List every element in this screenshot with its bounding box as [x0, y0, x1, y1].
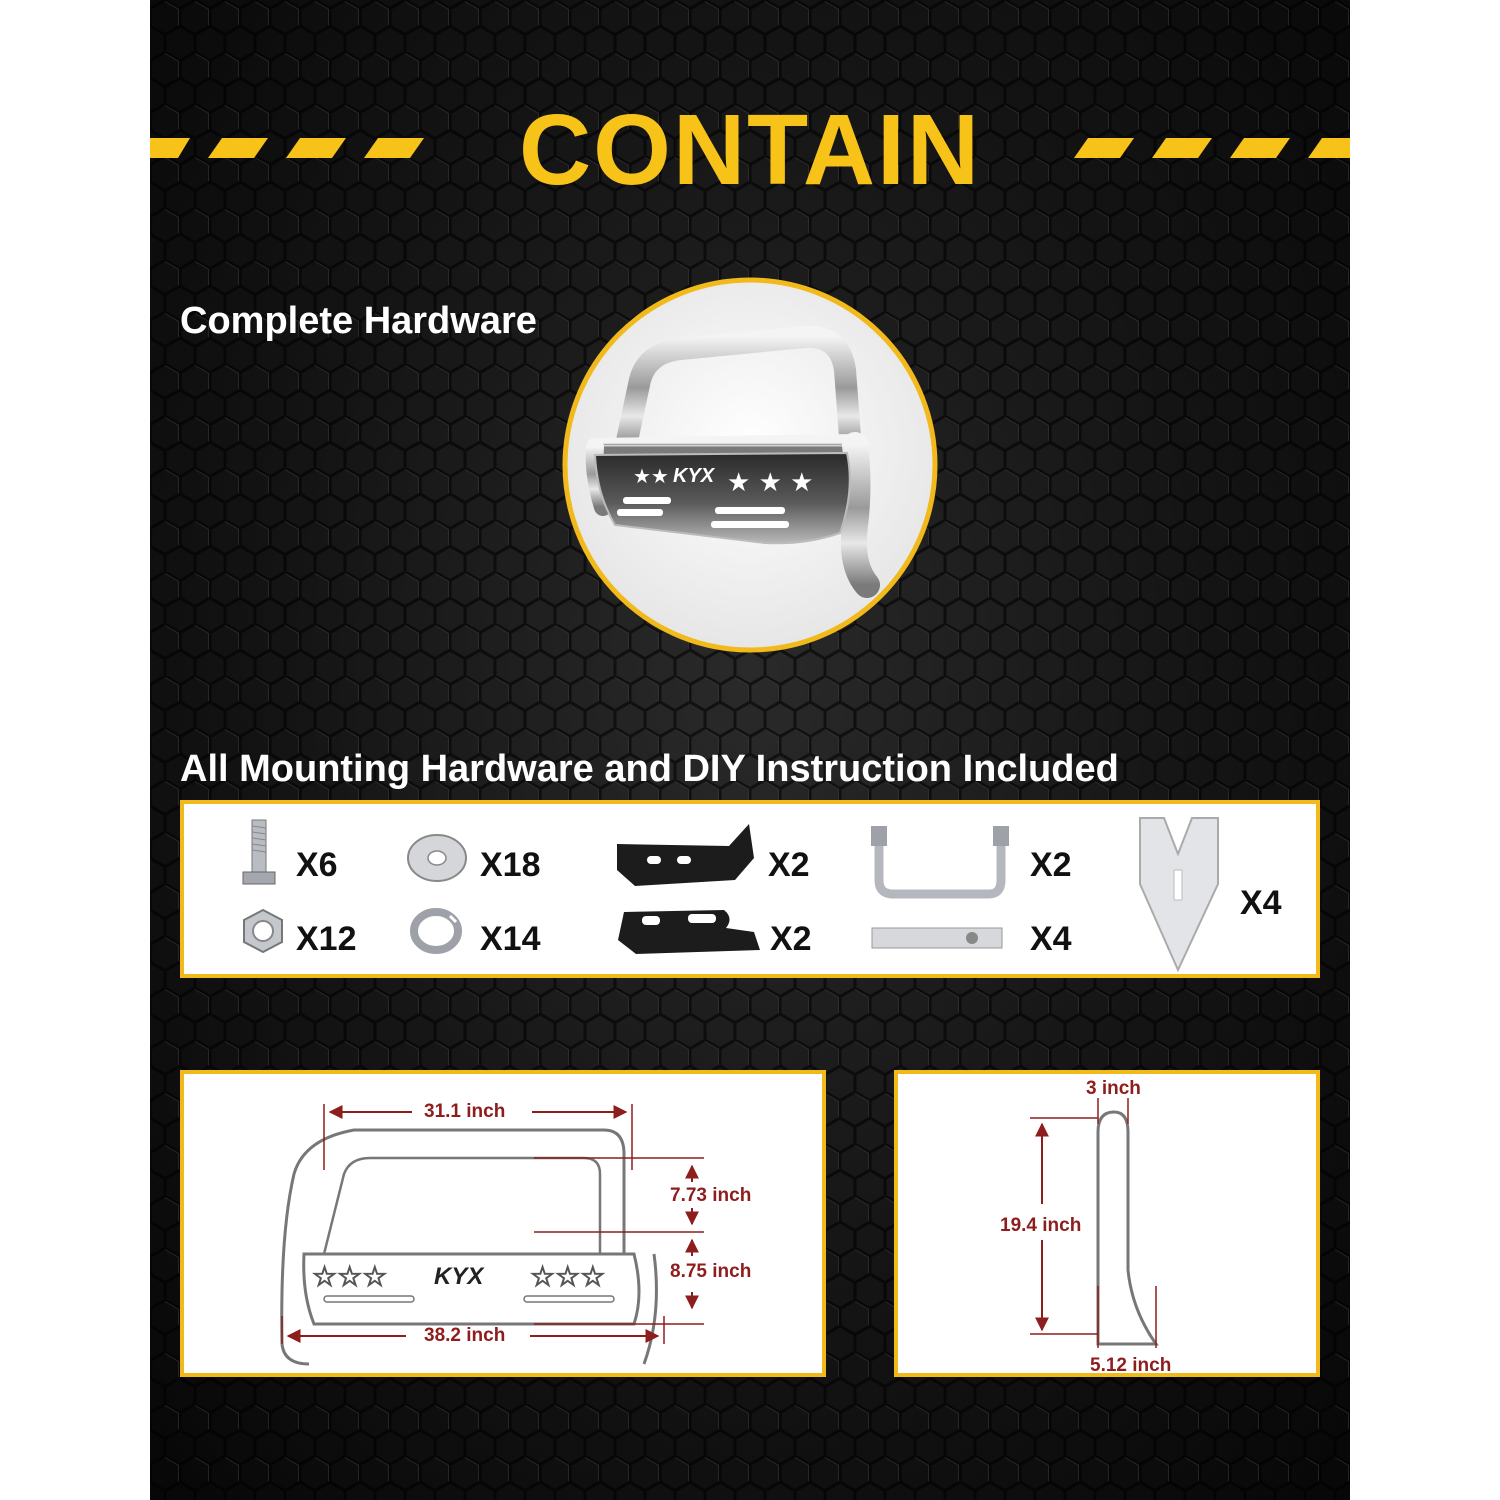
product-image	[555, 275, 945, 665]
hardware-qty: X4	[1030, 920, 1072, 958]
hardware-qty: X18	[480, 846, 541, 884]
svg-text:☆☆☆: ☆☆☆	[530, 1260, 606, 1293]
brand-logo: KYX	[673, 465, 715, 487]
page-title: CONTAIN	[518, 94, 982, 206]
product-infographic	[150, 0, 1350, 1500]
hardware-qty: X14	[480, 920, 541, 958]
bolt-icon	[239, 818, 279, 890]
hardware-qty: X2	[1030, 846, 1072, 884]
hardware-qty: X2	[768, 846, 810, 884]
plate-icon	[870, 924, 1005, 952]
lock-washer-icon	[410, 908, 462, 954]
svg-text:☆☆☆: ☆☆☆	[312, 1260, 388, 1293]
dimension-lower-height: 8.75 inch	[670, 1261, 752, 1282]
u-bolt-icon	[859, 822, 1019, 902]
svg-text:KYX: KYX	[434, 1263, 484, 1290]
svg-text:★ ★ ★: ★ ★ ★	[727, 468, 814, 498]
side-bracket-icon	[614, 904, 764, 968]
hardware-qty: X6	[296, 846, 338, 884]
mounting-bracket-icon	[609, 818, 759, 890]
wedge-plate-icon	[1134, 814, 1224, 974]
dimension-side-bottom: 5.12 inch	[1090, 1355, 1172, 1376]
dimension-bottom-width: 38.2 inch	[424, 1325, 506, 1346]
hex-nut-icon	[240, 908, 286, 954]
side-dimension-panel	[894, 1070, 1320, 1377]
dimension-upper-height: 7.73 inch	[670, 1185, 752, 1206]
hardware-qty: X12	[296, 920, 357, 958]
hardware-panel	[180, 800, 1320, 978]
dimension-side-top: 3 inch	[1086, 1078, 1141, 1099]
hardware-qty: X2	[770, 920, 812, 958]
flat-washer-icon	[406, 832, 468, 884]
side-dimension-drawing	[898, 1074, 1316, 1373]
complete-hardware-heading: Complete Hardware	[180, 300, 537, 342]
hardware-qty: X4	[1240, 884, 1282, 922]
mounting-hardware-heading: All Mounting Hardware and DIY Instruction Included	[180, 748, 1119, 790]
svg-text:★★: ★★	[633, 464, 669, 488]
front-dimension-panel	[180, 1070, 826, 1377]
dimension-side-height: 19.4 inch	[1000, 1215, 1082, 1236]
dimension-top-width: 31.1 inch	[424, 1101, 506, 1122]
